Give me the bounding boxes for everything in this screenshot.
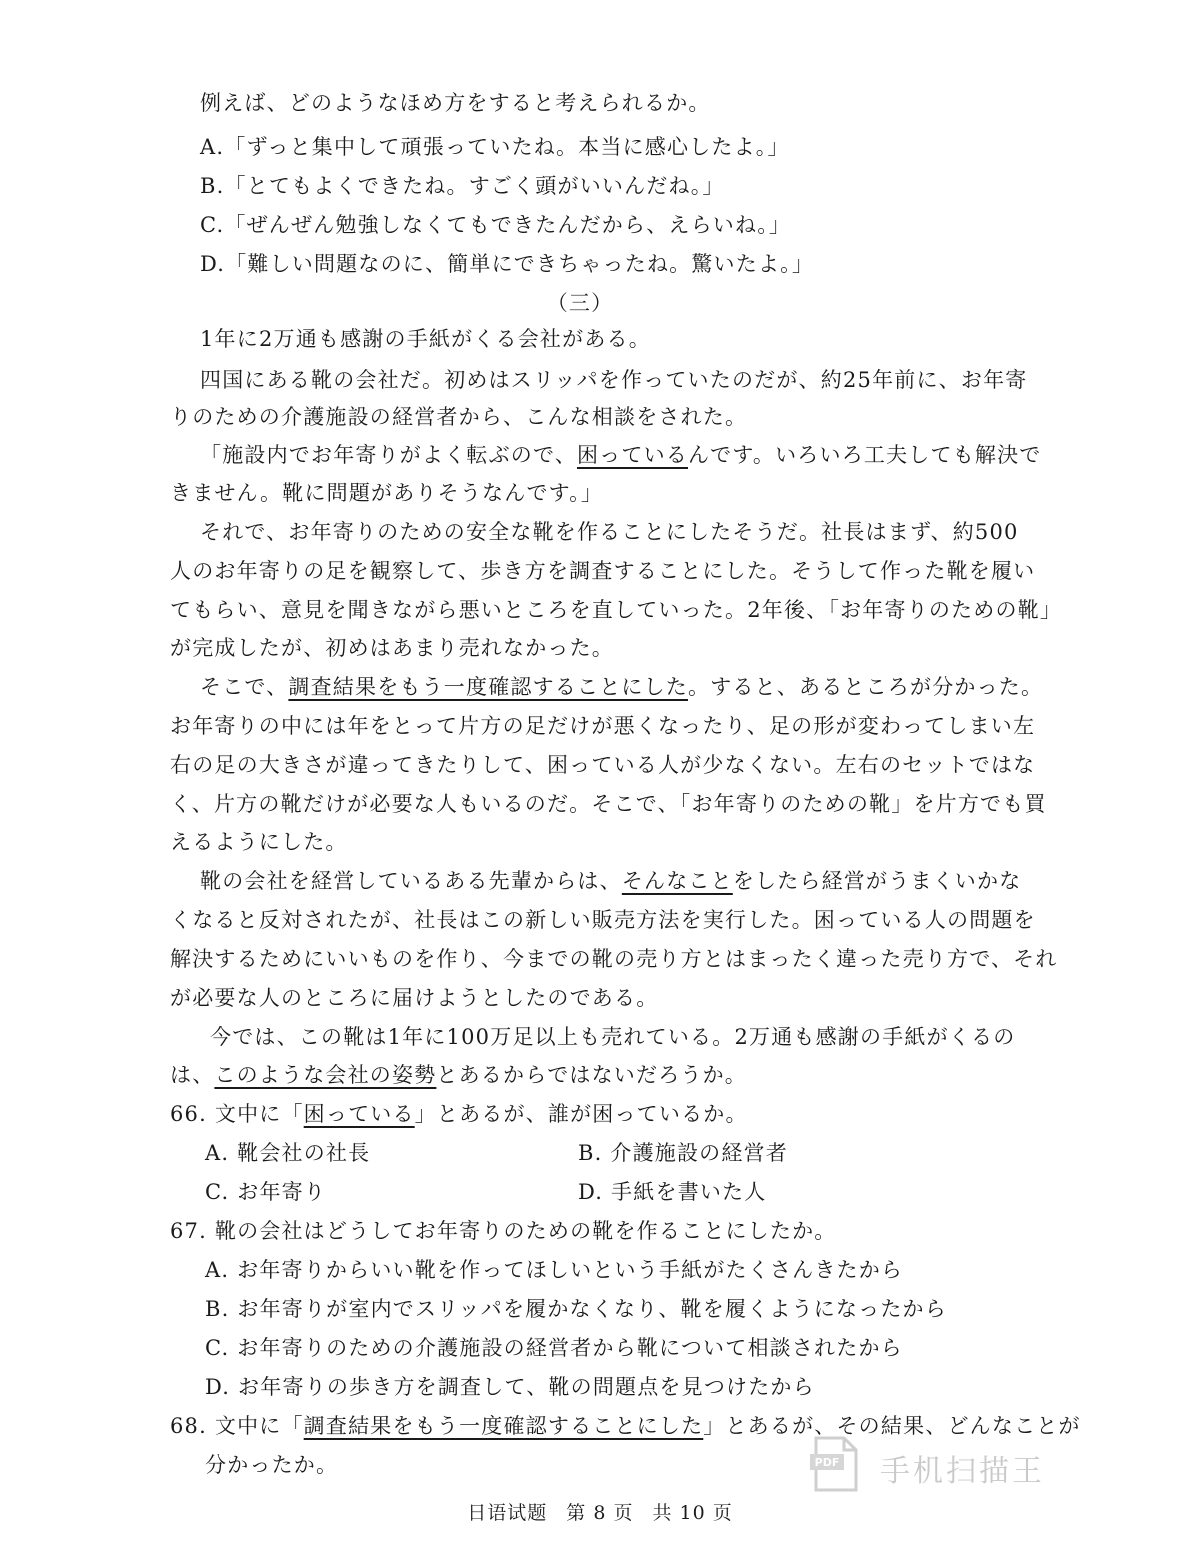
- passage-p4-line3: てもらい、意見を聞きながら悪いところを直していった。2年後、「お年寄りのための靴」: [170, 598, 1063, 622]
- passage-p4-line4: が完成したが、初めはあまり売れなかった。: [170, 636, 614, 660]
- pdf-file-icon: [810, 1434, 862, 1494]
- q68-stem-line1: 68. 文中に「調査結果をもう一度確認することにした」とあるが、その結果、どんなことが: [170, 1414, 1081, 1438]
- q66-option-c: C. お年寄り: [205, 1180, 327, 1204]
- passage-p6-line3: 解決するためにいいものを作り、今までの靴の売り方とはまったく違った売り方で、それ: [170, 947, 1058, 971]
- passage-p7-line2: は、このような会社の姿勢とあるからではないだろうか。: [170, 1063, 747, 1087]
- underlined-chousa-kekka: 調査結果をもう一度確認することにした: [288, 675, 688, 699]
- passage-p2-line1: 四国にある靴の会社だ。初めはスリッパを作っていたのだが、約25年前に、お年寄: [200, 368, 1028, 392]
- passage-p6-line1: 靴の会社を経営しているある先輩からは、そんなことをしたら経営がうまくいかな: [200, 869, 1022, 893]
- passage-p5-line4: く、片方の靴だけが必要な人もいるのだ。そこで、「お年寄りのための靴」を片方でも買: [170, 792, 1047, 816]
- q66-option-a: A. 靴会社の社長: [205, 1141, 371, 1165]
- underlined-sonna-koto: そんなこと: [621, 869, 733, 893]
- passage-p2-line2: りのための介護施設の経営者から、こんな相談をされた。: [170, 405, 748, 429]
- page-footer: [0, 1500, 1200, 1526]
- scanner-watermark: [810, 1428, 1050, 1498]
- q66-option-b: B. 介護施設の経営者: [578, 1141, 788, 1165]
- q67-option-c: C. お年寄りのための介護施設の経営者から靴について相談されたから: [205, 1336, 903, 1360]
- watermark-text: 手机扫描王: [880, 1454, 1045, 1489]
- q67-option-d: D. お年寄りの歩き方を調査して、靴の問題点を見つけたから: [205, 1375, 815, 1399]
- passage-p4-line2: 人のお年寄りの足を観察して、歩き方を調査することにした。そうして作った靴を履い: [170, 559, 1036, 583]
- prev-option-b: B.「とてもよくできたね。すごく頭がいいんだね。」: [200, 174, 725, 198]
- passage-p3-line1: 「施設内でお年寄りがよく転ぶので、困っているんです。いろいろ工夫しても解決で: [200, 443, 1042, 467]
- q67-option-a: A. お年寄りからいい靴を作ってほしいという手紙がたくさんきたから: [205, 1258, 904, 1282]
- q68-stem-line2: 分かったか。: [205, 1453, 339, 1477]
- passage-p5-line5: えるようにした。: [170, 830, 348, 854]
- passage-p1: 1年に2万通も感謝の手紙がくる会社がある。: [200, 327, 651, 351]
- passage-p6-line4: が必要な人のところに届けようとしたのである。: [170, 986, 659, 1010]
- prev-option-c: C.「ぜんぜん勉強しなくてもできたんだから、えらいね。」: [200, 213, 792, 237]
- section-heading: （三）: [546, 291, 614, 315]
- passage-p7-line1: 今では、この靴は1年に100万足以上も売れている。2万通も感謝の手紙がくるの: [210, 1025, 1016, 1049]
- prev-option-a: A.「ずっと集中して頑張っていたね。本当に感心したよ。」: [200, 135, 790, 159]
- q67-option-b: B. お年寄りが室内でスリッパを履かなくなり、靴を履くようになったから: [205, 1297, 947, 1321]
- pdf-label: PDF: [814, 1456, 840, 1469]
- footer-total-pages: 共 10 页: [652, 1502, 733, 1524]
- passage-p4-line1: それで、お年寄りのための安全な靴を作ることにしたそうだ。社長はまず、約500: [200, 520, 1019, 544]
- passage-p5-line2: お年寄りの中には年をとって片方の足だけが悪くなったり、足の形が変わってしまい左: [170, 714, 1036, 738]
- prev-option-d: D.「難しい問題なのに、簡単にできちゃったね。驚いたよ。」: [200, 252, 815, 276]
- passage-p6-line2: くなると反対されたが、社長はこの新しい販売方法を実行した。困っている人の問題を: [170, 908, 1036, 932]
- underlined-kaisha-no-shisei: このような会社の姿勢: [214, 1063, 437, 1087]
- passage-p5-line3: 右の足の大きさが違ってきたりして、困っている人が少なくない。左右のセットではな: [170, 753, 1036, 777]
- underlined-komatteiru: 困っている: [576, 443, 688, 467]
- prev-question-stem: 例えば、どのようなほめ方をすると考えられるか。: [200, 91, 711, 115]
- q67-stem: 67. 靴の会社はどうしてお年寄りのための靴を作ることにしたか。: [170, 1219, 837, 1243]
- q66-option-d: D. 手紙を書いた人: [578, 1180, 767, 1204]
- footer-subject: 日语试题: [467, 1502, 548, 1524]
- passage-p3-line2: きません。靴に問題がありそうなんです。」: [170, 481, 604, 505]
- footer-page-number: 第 8 页: [566, 1502, 634, 1524]
- passage-p5-line1: そこで、調査結果をもう一度確認することにした。すると、あるところが分かった。: [200, 675, 1044, 699]
- q66-stem: 66. 文中に「困っている」とあるが、誰が困っているか。: [170, 1102, 748, 1126]
